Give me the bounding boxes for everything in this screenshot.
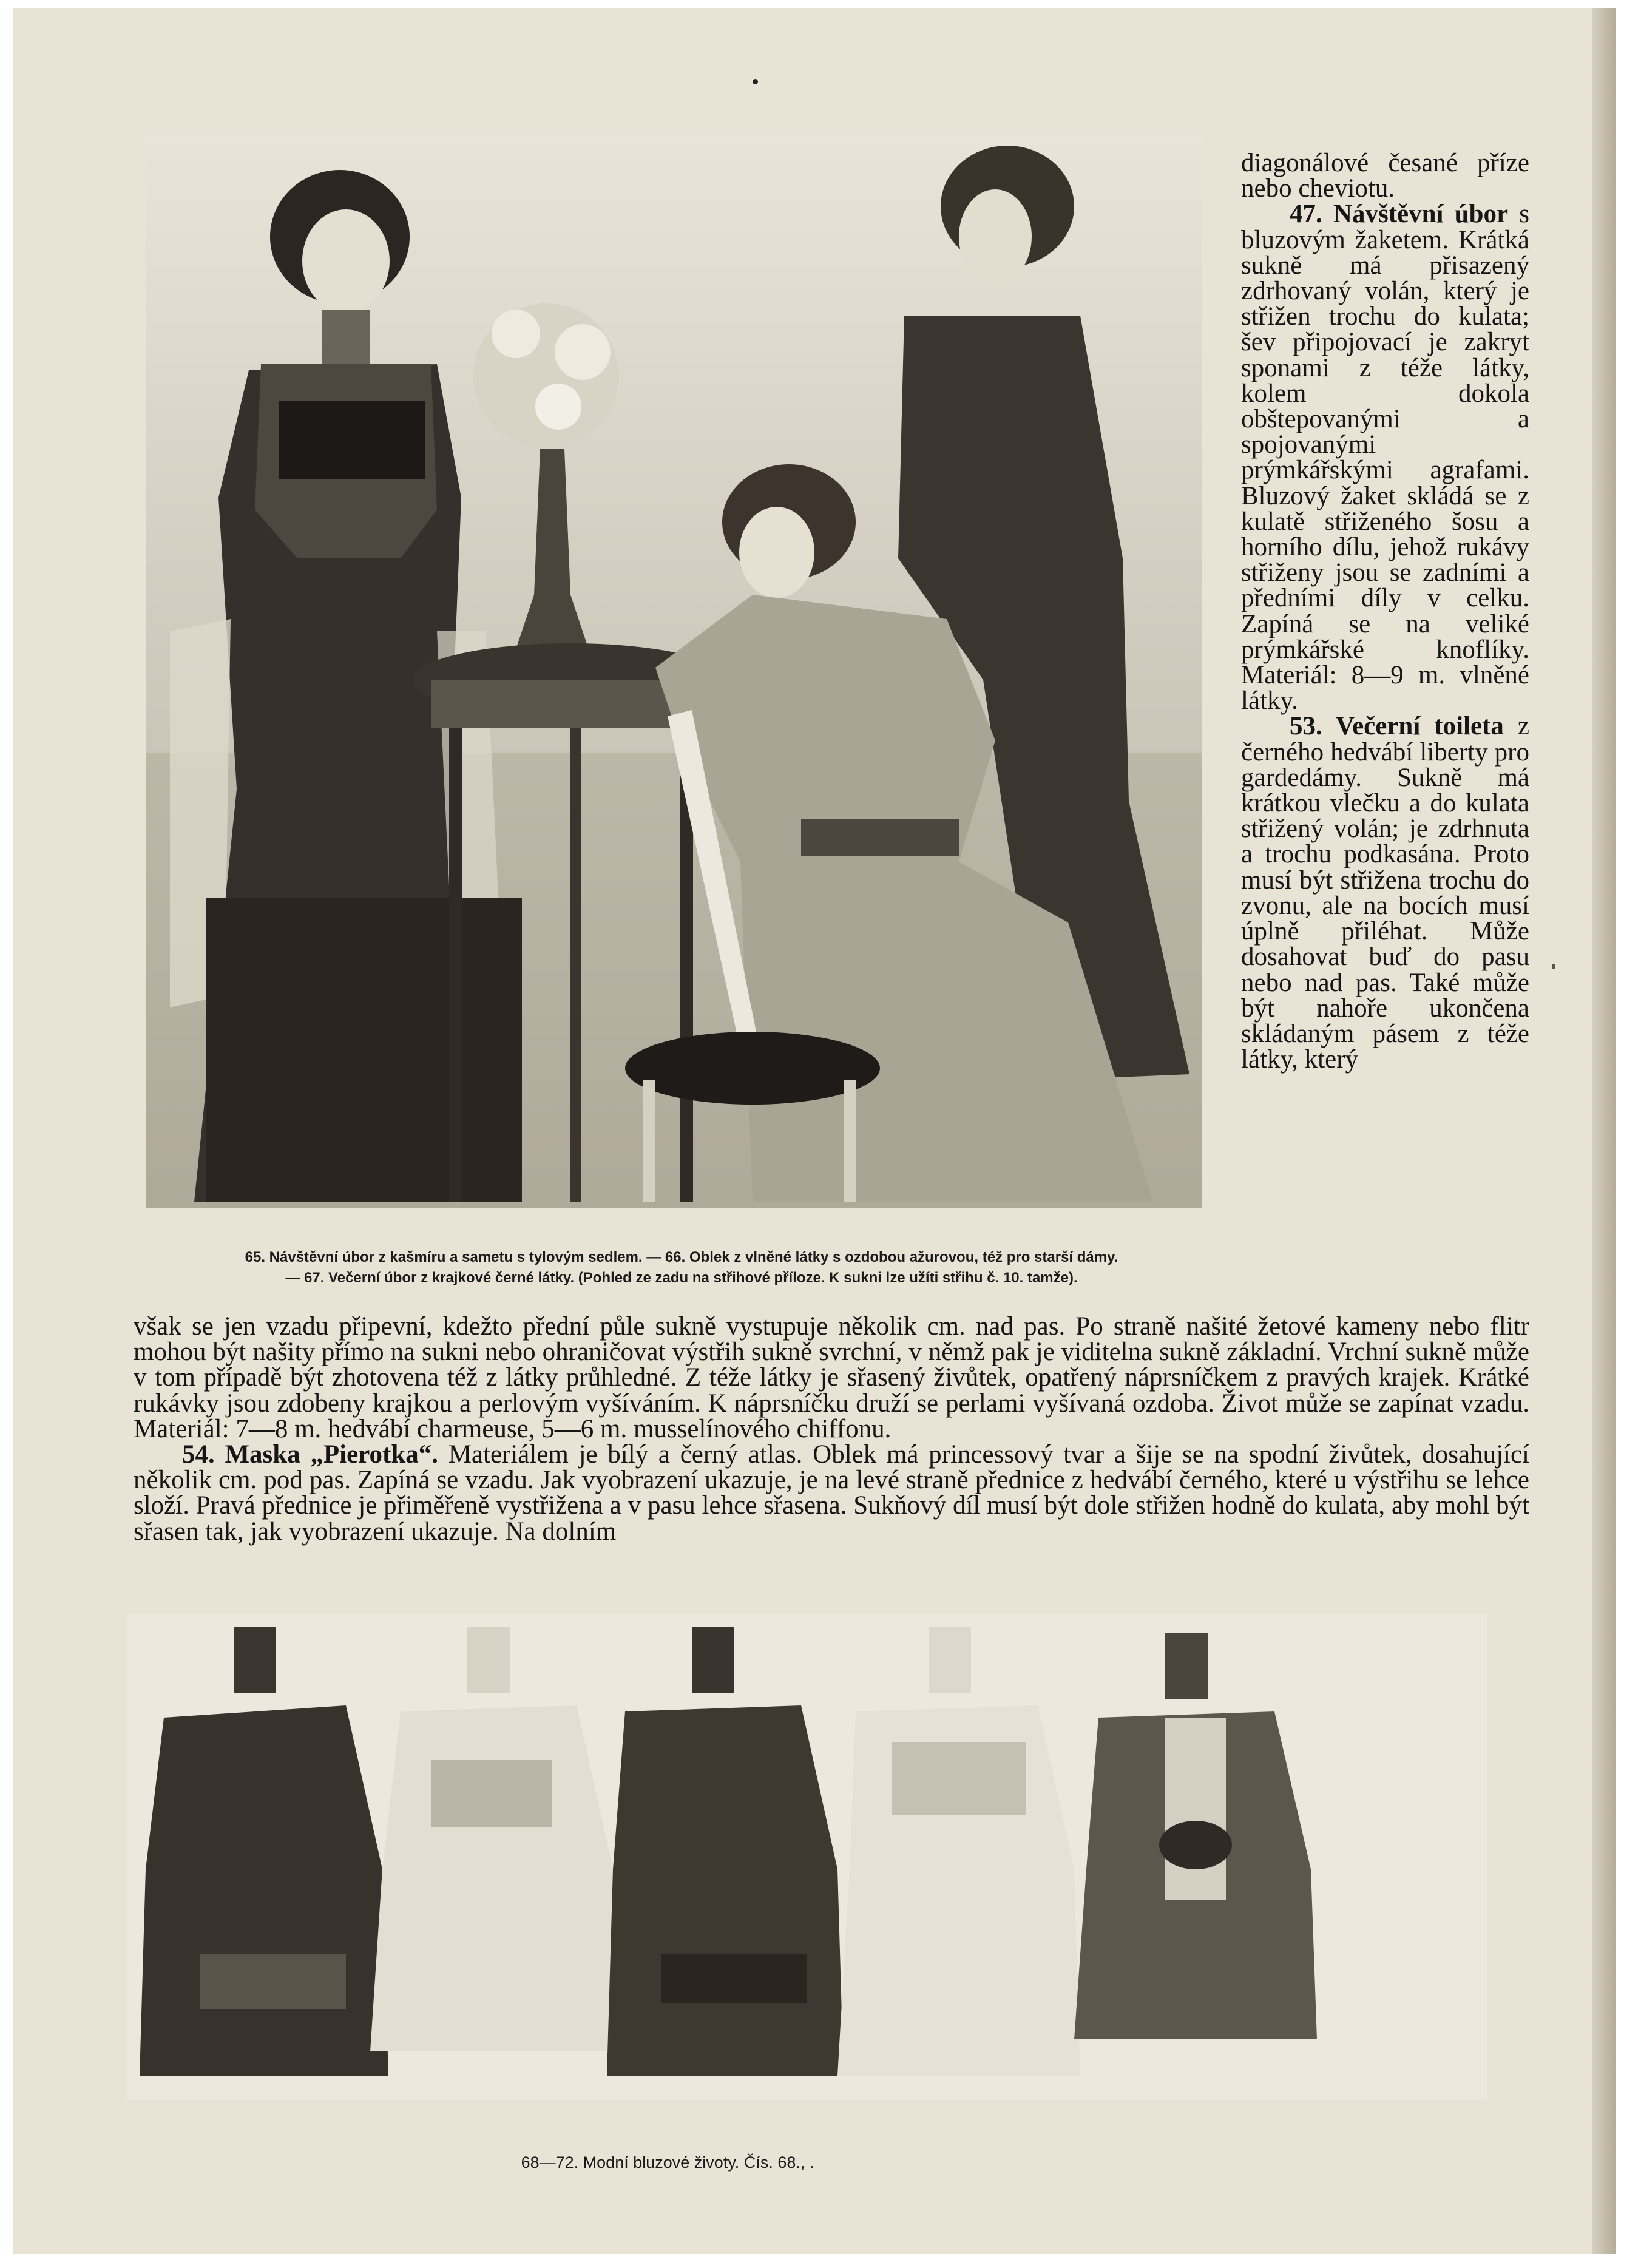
- paragraph-54: [134, 1442, 1529, 1545]
- caption-line-1: 65. Návštěvní úbor z kašmíru a sametu s tylovým sedlem. — 66. Oblek z vlněné látky s ozdobou ažurovou, též pro starší dámy.: [245, 1249, 1118, 1265]
- text-54: Materiálem je bílý a černý atlas. Oblek má princessový tvar a šije se na spodní živůtek, dosahující několik cm. pod pas. Zapíná se vzadu. Jak vyobrazení ukazuje, je na levé straně přednice z hedvábí černého, které u výstřihu se lehce složí. Pravá přednice je přiměřeně vystřižena a v pasu lehce sřasena. Sukňový díl musí být dole střižen hodně do kulata, aby mohl být sřasen tak, jak vyobrazení ukazuje. Na dolním: [134, 1440, 1529, 1546]
- blouses-illustration: [127, 1614, 1487, 2100]
- blouse-70: [607, 1627, 844, 2076]
- fashion-plate-illustration: [146, 134, 1202, 1208]
- paragraph-continuation: diagonálové česané příze nebo cheviotu.: [1241, 149, 1529, 203]
- paragraph-53: [1241, 714, 1529, 1072]
- heading-47: 47. Návštěvní úbor: [1290, 200, 1509, 229]
- caption-line-2: — 67. Večerní úbor z krajkové černé látky. (Pohled ze zadu na střihové příloze. K sukni lze užíti střihu č. 10. tamže).: [285, 1270, 1078, 1286]
- text-53: z černého hedvábí liberty pro gardedámy. Sukně má krátkou vlečku a do kulata střižený volán; je zdrhnuta a trochu podkasána. Proto musí být střižena trochu do zvonu, ale na bocích musí úplně přiléhat. Může dosahovat buď do pasu nebo nad pas. Také může být nahoře ukončena skládaným pásem z téže látky, který: [1241, 712, 1529, 1074]
- heading-54: 54. Maska „Pierotka“.: [182, 1440, 438, 1469]
- print-speck: [753, 79, 758, 84]
- full-width-text: [134, 1314, 1529, 1545]
- text-47: s bluzovým žaketem. Krátká sukně má přisazený zdrhovaný volán, který je střižen trochu do kulata; šev připojovací je zakryt sponami z téže látky, kolem dokola obštepovanými a spojovanými prýmkářskými agrafami. Bluzový žaket skládá se z kulatě střiženého šosu a horního dílu, jehož rukávy střiženy jsou se zadními a předními díly v celku. Zapíná se na veliké prýmkářské knoflíky. Materiál: 8—9 m. vlněné látky.: [1241, 200, 1530, 716]
- figure-caption-65-67: [132, 1247, 1231, 1288]
- blouse-69: [370, 1627, 619, 2051]
- margin-mark: [1552, 964, 1555, 969]
- figure-caption-68-72: 68—72. Modní bluzové životy. Čís. 68., .: [521, 2153, 814, 2172]
- paragraph-53-continued: však se jen vzadu připevní, kdežto přední půle sukně vystupuje několik cm. nad pas. Po straně našité žetové kameny nebo flitr mohou být našity přímo na sukni nebo ohraničovat výstřih sukně svrchní, v němž pak je viditelna sukně základní. Vrchní sukně může v tom případě být zhotovena též z látky průhledné. Z téže látky je sřasený živůtek, opatřený náprsníčkem z pravých krajek. Krátké rukávky jsou zdobeny krajkou a perlovým vyšíváním. K náprsníčku druží se perlami vyšívaná ozdoba. Život může se zapínat vzadu. Materiál: 7—8 m. hedvábí charmeuse, 5—6 m. musselínového chiffonu.: [134, 1312, 1529, 1443]
- blouse-68: [140, 1627, 388, 2076]
- heading-53: 53. Večerní toileta: [1290, 712, 1504, 741]
- blouse-71: [837, 1627, 1080, 2076]
- paragraph-47: [1241, 201, 1529, 714]
- page-spine-shadow: [1592, 8, 1616, 2254]
- right-text-column: [1241, 151, 1529, 1072]
- blouse-72: [1074, 1633, 1317, 2039]
